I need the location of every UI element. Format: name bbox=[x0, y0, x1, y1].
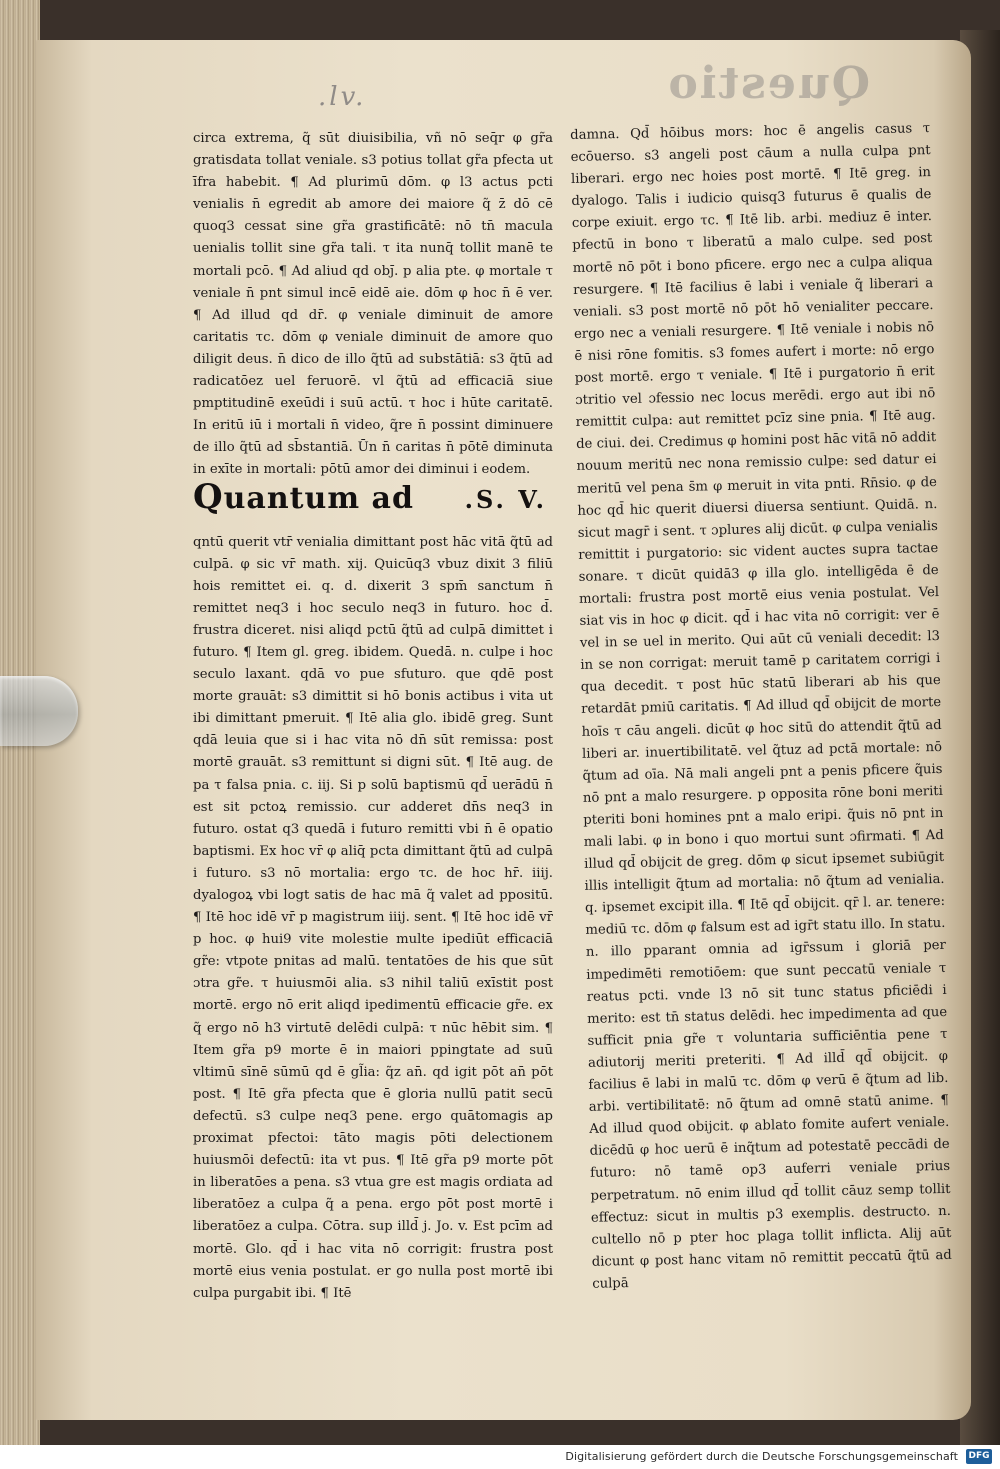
text-column-right bbox=[570, 118, 952, 1292]
mirrored-running-head: Questio bbox=[666, 58, 870, 109]
right-paragraph-1: damna. Qd̄ hōibus mors: hoc ē angelis casus τ ecōuerso. s3 angeli post cāum a nulla culpa pnt liberari. ergo nec hoies post mortē. ¶ Itē greg. in dyalogo. Talis i iudicio quisq3 futurus ē qualis de corpe exiuit. ergo τc. ¶ Itē lib. arbi. mediuz ē inter. pfectū in bono τ liberatū a malo culpe. sed post mortē nō pōt i bono pficere. ergo nec a culpa aliqua resurgere. ¶ Itē facilius ē labi i veniale q̃ liberari a veniali. s3 post mortē nō pōt hō venialiter peccare. ergo nec a veniali resurgere. ¶ Itē veniale i nobis nō ē nisi rōne fomitis. s3 fomes aufert i morte: nō ergo post mortē. ergo τ veniale. ¶ Itē i purgatorio n̄ erit ɔtritio vel ɔfessio nec locus merēdi. ergo aut ibi nō remittit culpa: aut remittet pcīz sine pnia. ¶ Itē aug. de ciui. dei. Credimus φ homini post hāc vitā nō addit nouum meritū nec nona remissio culpe: sed datur ei meritū vel pena s̄m φ meruit in vita pnti. Rn̄sio. φ de hoc qd̄ hic querit diuersi diuersa sentiunt. Quidā. n. sicut magr̄ i sent. τ ɔplures alij dicūt. φ culpa venialis remittit i purgatorio: sic vident auctes supra tactae sonare. τ dicūt quidā3 φ illa glo. intelligēda ē de mortali: frustra post mortē eius venia postulat. Vel siat vis in hoc φ dicit. qd̄ i hac vita nō corrigit: ver ē vel in se uel in merito. Qui aūt cū veniali decedit: l3 in se non corrigat: meruit tamē p caritatem corrigi i qua decedit. τ post hūc statū liberari ab his que retardāt pmiū caritatis. ¶ Ad illud qd̄ obijcit de morte hoīs τ cāu angeli. dicūt φ hoc sitū do attendit q̃tū ad liberi ar. inuertibilitatē. vel q̃tuz ad pctā mortale: nō q̃tum ad oīa. Nā mali angeli pnt a penis pficere q̃uis nō pnt a malo resurgere. p opposita rōne boni meriti pteriti boni homines pnt a malo eripi. q̃uis nō pnt in mali labi. φ in bono i quo mortui sunt ɔfirmati. ¶ Ad illud qd̄ obijcit de greg. dōm φ sicut ipsemet subiūgit illis intelligit q̃tum ad mortalia: nō q̃tum ad venialia. q. ipsemet excipit illa. ¶ Itē qd̄ obijcit. qr̄ l. ar. tenere: mediū τc. dōm φ falsum est ad igr̄t statu illo. In statu. n. illo pparant omnia ad igr̄ssum i gloriā per impedimēti remotiōem: que sunt peccatū veniale τ reatus pcti. vnde l3 nō sit tunc status pficiēdi i merito: est tn̄ status delēdi. hec impedimenta ad que sufficit pnia gr̃e τ voluntaria sufficiēntia pene τ adiutorij meriti preteriti. ¶ Ad illd̄ qd̄ obijcit. φ facilius ē labi in malū τc. dōm φ verū ē q̃tum ad lib. arbi. vertibilitatē: nō q̃tum ad omnē statū anime. ¶ Ad illud quod obijcit. φ ablato fomite aufert veniale. dicēdū φ hoc uerū ē inq̃tum ad potestatē peccādi de futuro: nō tamē op3 auferri veniale prius perpetratum. nō enim illud qd̄ tollit cāuz semp tollit effectuz: sicut in multis p3 exemplis. destructo. n. cultello nō p pter hoc plaga tollit inflicta. Alij aūt dicunt φ post hanc vitam nō remittit peccatū q̃tū ad culpā bbox=[570, 121, 952, 1292]
folio-number: .lv. bbox=[318, 82, 367, 112]
text-column-left bbox=[193, 128, 553, 1301]
dfg-logo: DFG bbox=[966, 1449, 992, 1464]
section-heading-title: Quantum ad bbox=[193, 476, 414, 517]
left-paragraph-2: qntū querit vtr̄ venialia dimittant post hāc vitā q̃tū ad culpā. φ sic vr̄ math. xij. Quicūq3 vbuz dixit 3 filiū hois remittet ei. q. d. dixerit 3 spm̄ sanctum n̄ remittet neq3 i hoc seculo neq3 in futuro. hoc d̄. frustra diceret. nisi aliqd pctū q̃tū ad culpā dimittet i futuro. ¶ Item gl. greg. ibidem. Quedā. n. culpe i hoc seculo laxant. qdā vo pue sfuturo. que qdē post morte grauāt: s3 dimittit si hō bonis actibus i vita ut ibi dimittant pmeruit. ¶ Itē alia glo. ibidē greg. Sunt qdā leuia que si i hac vita nō dn̄ sūt remissa: post mortē grauāt. s3 remittunt si digni sūt. ¶ Itē aug. de pa τ falsa pnia. c. iij. Si p solū baptismū qd̄ uerādū n̄ est sit pctoꝝ remissio. cur adderet dn̄s neq3 in futuro. ostat q3 quedā i futuro remitti vbi n̄ ē opatio baptismi. Ex hoc vr̄ φ aliq̄ pcta dimittant q̃tū ad culpā i futuro. s3 nō mortalia: ergo τc. de hoc hr̄. iiij. dyalogoꝝ vbi logt satis de hac mā q̃ valet ad ppositū. ¶ Itē hoc idē vr̄ p magistrum iiij. sent. ¶ Itē hoc idē vr̄ p hoc. φ hui9 vite molestie multe ipediūt efficaciā gr̃e: vtpote pnitas ad malū. tentatōes de his que sūt ɔtra gr̃e. τ huiusmōi alia. s3 nihil taliū exīstit post mortē. ergo nō erit aliqd ipedimentū efficacie gr̃e. ex q̃ ergo nō h3 virtutē delēdi culpā: τ nūc hēbit sim. ¶ Item gr̃a p9 morte ē in maiori ppingtate ad suū vltimū sīnē sūmū qd ē gl̃ia: q̃z an̄. qd igit pōt an̄ pōt post. ¶ Itē gr̃a pfecta que ē gloria nullū patit secū defectū. s3 culpe neq3 pene. ergo quātomagis ap proximat pfectoi: tāto magis pōti delectionem huiusmōi defectū: ita vt pus. ¶ Itē gr̃a p9 morte pōt in liberatōes a pena. s3 vtua gre est magis ordiata ad liberatōez a culpa q̃ a pena. ergo pōt post mortē i liberatōez a culpa. Cōtra. sup illd̄ j. Jo. v. Est pcīm ad mortē. Glo. qd̄ i hac vita nō corrigit: frustra post mortē eius venia postulat. er go nulla post mortē ibi culpa purgabit ibi. ¶ Itē bbox=[193, 534, 553, 1301]
footer-bar bbox=[0, 1445, 1000, 1469]
section-heading bbox=[193, 476, 553, 530]
left-paragraph-1: circa extrema, q̃ sūt diuisibilia, vñ nō seq̄r φ gr̃a gratisdata tollat veniale. s3 potius tollat gr̃a pfecta ut īfra habebit. ¶ Ad plurimū dōm. φ l3 actus pcti venialis n̄ egredit ab amore dei maiore q̃ z̄ dō cē quoq3 cessat sine gr̃a grastificātē: nō tn̄ macula uenialis tollit sine gr̃a tali. τ ita nunq̄ tollit manē te mortali pcō. ¶ Ad aliud qd obj̄. p alia pte. φ mortale τ veniale n̄ pnt simul incē eidē aie. dōm φ hoc n̄ ē ver. ¶ Ad illud qd dr̄. φ veniale diminuit de amore caritatis τc. dōm φ veniale diminuit de amore quo diligit deus. n̄ dico de illo q̃tū ad substātiā: s3 q̃tū ad radicatōez uel feruorē. vl q̃tū ad efficaciā siue pmptitudinē exeūdi i suū actū. τ hoc i hūte caritatē. In eritū iū i mortali n̄ video, q̃re n̄ possint diminuere de illo q̃tū ad sb̄stantiā. Ūn n̄ caritas n̄ pōtē diminuta in exīte in mortali: pōtū amor dei diminui i eodem. bbox=[193, 131, 553, 478]
page-clip bbox=[0, 676, 78, 746]
footer-credit: Digitalisierung gefördert durch die Deutsche Forschungsgemeinschaft bbox=[565, 1450, 958, 1463]
section-heading-number: .S. V. bbox=[464, 484, 547, 514]
